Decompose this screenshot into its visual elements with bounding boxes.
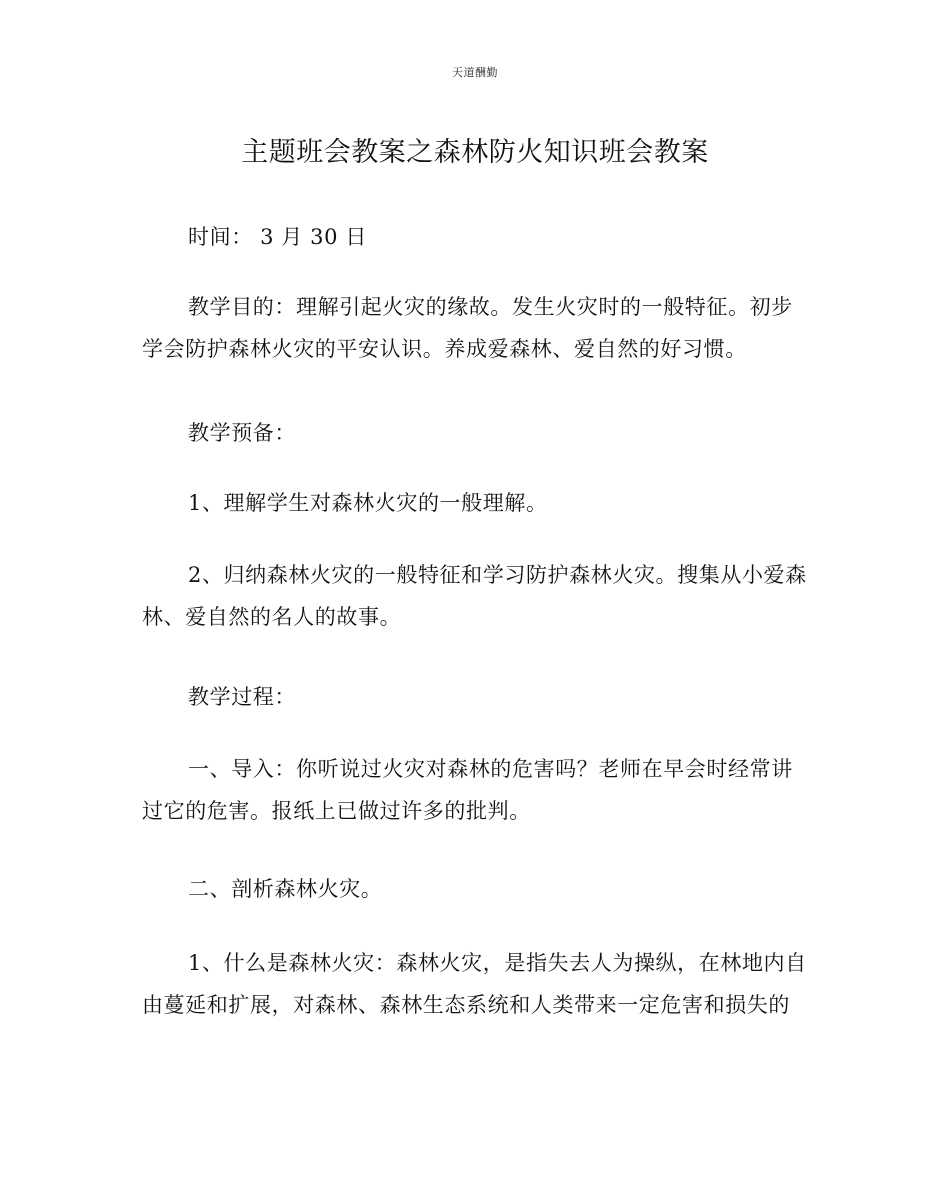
paragraph-analysis-heading: 二、剖析森林火灾。 — [188, 877, 383, 901]
paragraph-preparation-2: 2、归纳森林火灾的一般特征和学习防护森林火灾。搜集从小爱森林、爱自然的名人的故事。 — [142, 563, 807, 629]
document-title: 主题班会教案之森林防火知识班会教案 — [241, 137, 709, 168]
page-header: 天道酬勤 — [452, 66, 498, 79]
paragraph-time: 时间： 3 月 30 日 — [188, 225, 367, 249]
paragraph-process-heading: 教学过程： — [188, 685, 296, 709]
paragraph-definition: 1、什么是森林火灾：森林火灾，是指失去人为操纵，在林地内自由蔓延和扩展，对森林、森林生态系统和人类带来一定危害和损失的 — [142, 951, 807, 1017]
paragraph-preparation-heading: 教学预备： — [188, 421, 296, 445]
paragraph-preparation-1: 1、理解学生对森林火灾的一般理解。 — [188, 491, 548, 515]
paragraph-introduction: 一、导入：你听说过火灾对森林的危害吗？老师在早会时经常讲过它的危害。报纸上已做过许多的批判。 — [142, 757, 793, 823]
paragraph-teaching-goal: 教学目的：理解引起火灾的缘故。发生火灾时的一般特征。初步学会防护森林火灾的平安认识。养成爱森林、爱自然的好习惯。 — [142, 295, 793, 361]
